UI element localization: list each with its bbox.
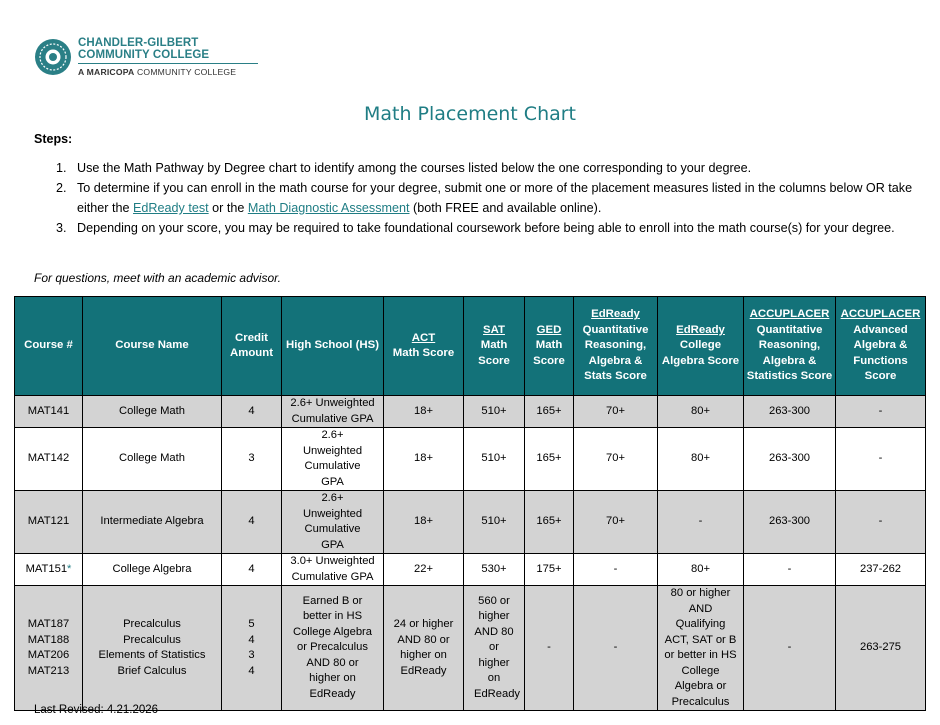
header-edready-college: EdReady College Algebra Score [658, 297, 744, 396]
advisor-note: For questions, meet with an academic advisor. [34, 271, 282, 285]
cell-accuplacer-quant: 263-300 [744, 491, 836, 554]
cell-sat: 510+ [464, 491, 525, 554]
cell-act: 22+ [384, 554, 464, 586]
step-number: 1. [56, 161, 67, 175]
footnote-star: * [67, 562, 72, 575]
cell-ged: 165+ [525, 491, 574, 554]
cell-high-school: 2.6+ Unweighted Cumulative GPA [282, 396, 384, 428]
cell-act: 18+ [384, 396, 464, 428]
cell-high-school: 2.6+ Unweighted Cumulative GPA [282, 428, 384, 491]
placement-table [14, 296, 926, 711]
table-header-row [15, 297, 926, 396]
header-sat: SAT Math Score [464, 297, 525, 396]
cell-sat: 530+ [464, 554, 525, 586]
cell-course-name: College Math [83, 396, 222, 428]
header-course-name: Course Name [83, 297, 222, 396]
cell-accuplacer-adv: 263-275 [836, 586, 926, 711]
cell-act: 18+ [384, 491, 464, 554]
cell-course-name: College Algebra [83, 554, 222, 586]
header-ged: GED Math Score [525, 297, 574, 396]
page-title: Math Placement Chart [363, 103, 577, 125]
table-row [15, 491, 926, 554]
cell-sat: 560 or higher AND 80 or higher on EdReady [464, 586, 525, 711]
cell-course: MAT142 [15, 428, 83, 491]
logo-line-2: COMMUNITY COLLEGE [78, 49, 210, 61]
cell-ged: 175+ [525, 554, 574, 586]
cell-accuplacer-quant: 263-300 [744, 396, 836, 428]
math-diagnostic-link[interactable]: Math Diagnostic Assessment [247, 201, 410, 215]
cell-edready-quant: 70+ [574, 396, 658, 428]
cell-course: MAT121 [15, 491, 83, 554]
edready-test-link[interactable]: EdReady test [133, 201, 209, 215]
cell-accuplacer-quant: - [744, 586, 836, 711]
step-text: Depending on your score, you may be required to take foundational coursework before being able to enroll into the math course(s) for your degree. [77, 221, 895, 235]
cell-course-name: Precalculus Precalculus Elements of Statistics Brief Calculus [83, 586, 222, 711]
cell-high-school: 2.6+ Unweighted Cumulative GPA [282, 491, 384, 554]
cell-course: MAT141 [15, 396, 83, 428]
cell-edready-quant: - [574, 586, 658, 711]
header-course: Course # [15, 297, 83, 396]
step-text: To determine if you can enroll in the math course for your degree, submit one or more of the placement measures listed in the columns below OR take either the [77, 181, 913, 215]
logo-line-1: CHANDLER-GILBERT [78, 37, 199, 49]
cell-accuplacer-adv: - [836, 428, 926, 491]
cell-edready-college: 80+ [658, 428, 744, 491]
cell-edready-quant: 70+ [574, 428, 658, 491]
logo-divider [78, 63, 258, 64]
cell-credit: 5 4 3 4 [222, 586, 282, 711]
header-accuplacer-quant: ACCUPLACER Quantitative Reasoning, Algebra & Statistics Score [744, 297, 836, 396]
header-high-school: High School (HS) [282, 297, 384, 396]
cell-credit: 4 [222, 396, 282, 428]
steps-list [34, 158, 914, 238]
header-credit: Credit Amount [222, 297, 282, 396]
college-seal-icon [34, 38, 72, 76]
header-accuplacer-adv: ACCUPLACER Advanced Algebra & Functions Score [836, 297, 926, 396]
cell-high-school: Earned B or better in HS College Algebra or Precalculus AND 80 or higher on EdReady [282, 586, 384, 711]
cell-act: 24 or higher AND 80 or higher on EdReady [384, 586, 464, 711]
cell-accuplacer-quant: - [744, 554, 836, 586]
cell-edready-college: 80+ [658, 554, 744, 586]
cell-course: MAT187 MAT188 MAT206 MAT213 [15, 586, 83, 711]
header-edready-quant: EdReady Quantitative Reasoning, Algebra & Stats Score [574, 297, 658, 396]
table-row [15, 428, 926, 491]
steps-heading: Steps: [34, 132, 73, 146]
step-text: or the [208, 201, 248, 215]
cell-course-name: Intermediate Algebra [83, 491, 222, 554]
step-number: 3. [56, 221, 67, 235]
step-item [34, 178, 914, 218]
cell-accuplacer-adv: 237-262 [836, 554, 926, 586]
cell-credit: 4 [222, 554, 282, 586]
cell-edready-college: 80+ [658, 396, 744, 428]
header-act: ACT Math Score [384, 297, 464, 396]
cell-edready-college: 80 or higher AND Qualifying ACT, SAT or B or better in HS College Algebra or Precalculus [658, 586, 744, 711]
cell-ged: 165+ [525, 428, 574, 491]
cell-sat: 510+ [464, 428, 525, 491]
cell-credit: 4 [222, 491, 282, 554]
cell-credit: 3 [222, 428, 282, 491]
cell-edready-quant: 70+ [574, 491, 658, 554]
table-row [15, 554, 926, 586]
cell-ged: - [525, 586, 574, 711]
step-item [34, 158, 914, 178]
table-row [15, 396, 926, 428]
cell-edready-college: - [658, 491, 744, 554]
cell-high-school: 3.0+ Unweighted Cumulative GPA [282, 554, 384, 586]
cell-accuplacer-adv: - [836, 396, 926, 428]
cell-act: 18+ [384, 428, 464, 491]
table-row [15, 586, 926, 711]
last-revised: Last Revised: 4.21.2026 [34, 704, 159, 716]
step-text: (both FREE and available online). [409, 201, 602, 215]
cell-sat: 510+ [464, 396, 525, 428]
cell-ged: 165+ [525, 396, 574, 428]
cell-edready-quant: - [574, 554, 658, 586]
step-item [34, 218, 914, 238]
logo-line-3: A MARICOPA COMMUNITY COLLEGE [78, 67, 237, 77]
step-text: Use the Math Pathway by Degree chart to identify among the courses listed below the one corresponding to your degree. [77, 161, 752, 175]
step-number: 2. [56, 181, 67, 195]
cell-accuplacer-quant: 263-300 [744, 428, 836, 491]
cell-course-name: College Math [83, 428, 222, 491]
cell-accuplacer-adv: - [836, 491, 926, 554]
cell-course: MAT151* [15, 554, 83, 586]
